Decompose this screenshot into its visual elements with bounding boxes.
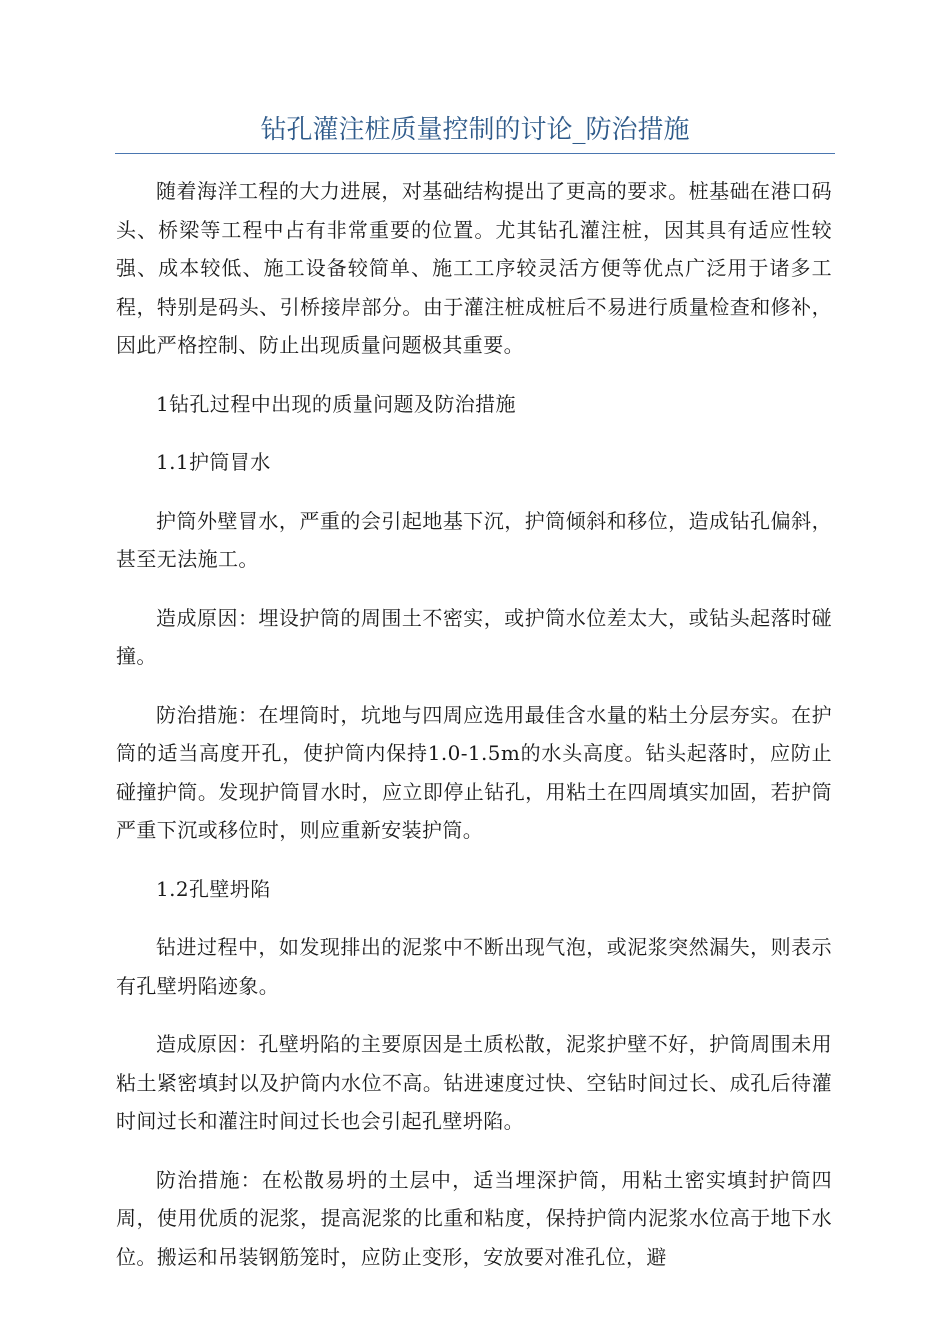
section-heading-1: 1钻孔过程中出现的质量问题及防治措施 (156, 391, 516, 416)
paragraph-symptom-1-1: 护筒外壁冒水，严重的会引起地基下沉，护筒倾斜和移位，造成钻孔偏斜，甚至无法施工。 (116, 508, 832, 571)
paragraph-measures-1-1: 防治措施：在埋筒时，坑地与四周应选用最佳含水量的粘土分层夯实。在护筒的适当高度开孔，使护筒内保持1.0-1.5m的水头高度。钻头起落时，应防止碰撞护筒。发现护筒冒水时，应立即停止钻孔，用粘土在四周填实加固，若护筒严重下沉或移位时，则应重新安装护筒。 (116, 702, 832, 842)
title-underline (115, 153, 835, 154)
paragraph-measures-1-2: 防治措施：在松散易坍的土层中，适当埋深护筒，用粘土密实填封护筒四周，使用优质的泥浆，提高泥浆的比重和粘度，保持护筒内泥浆水位高于地下水位。搬运和吊装钢筋笼时，应防止变形，安放要对准孔位，避 (116, 1167, 832, 1269)
document-title: 钻孔灌注桩质量控制的讨论_防治措施 (260, 115, 690, 145)
subsection-heading-1-2: 1.2孔壁坍陷 (156, 876, 271, 901)
paragraph-cause-1-1: 造成原因：埋设护筒的周围土不密实，或护筒水位差太大，或钻头起落时碰撞。 (116, 605, 832, 668)
paragraph-cause-1-2: 造成原因：孔壁坍陷的主要原因是土质松散，泥浆护壁不好，护筒周围未用粘土紧密填封以及护筒内水位不高。钻进速度过快、空钻时间过长、成孔后待灌时间过长和灌注时间过长也会引起孔壁坍陷。 (116, 1032, 832, 1133)
subsection-heading-1-1: 1.1护筒冒水 (156, 450, 271, 474)
document-body (116, 172, 832, 1296)
paragraph-symptom-1-2: 钻进过程中，如发现排出的泥浆中不断出现气泡，或泥浆突然漏失，则表示有孔壁坍陷迹象。 (116, 935, 832, 998)
paragraph-intro: 随着海洋工程的大力进展，对基础结构提出了更高的要求。桩基础在港口码头、桥梁等工程中占有非常重要的位置。尤其钻孔灌注桩，因其具有适应性较强、成本较低、施工设备较简单、施工工序较灵活方便等优点广泛用于诸多工程，特别是码头、引桥接岸部分。由于灌注桩成桩后不易进行质量检查和修补，因此严格控制、防止出现质量问题极其重要。 (116, 179, 832, 357)
